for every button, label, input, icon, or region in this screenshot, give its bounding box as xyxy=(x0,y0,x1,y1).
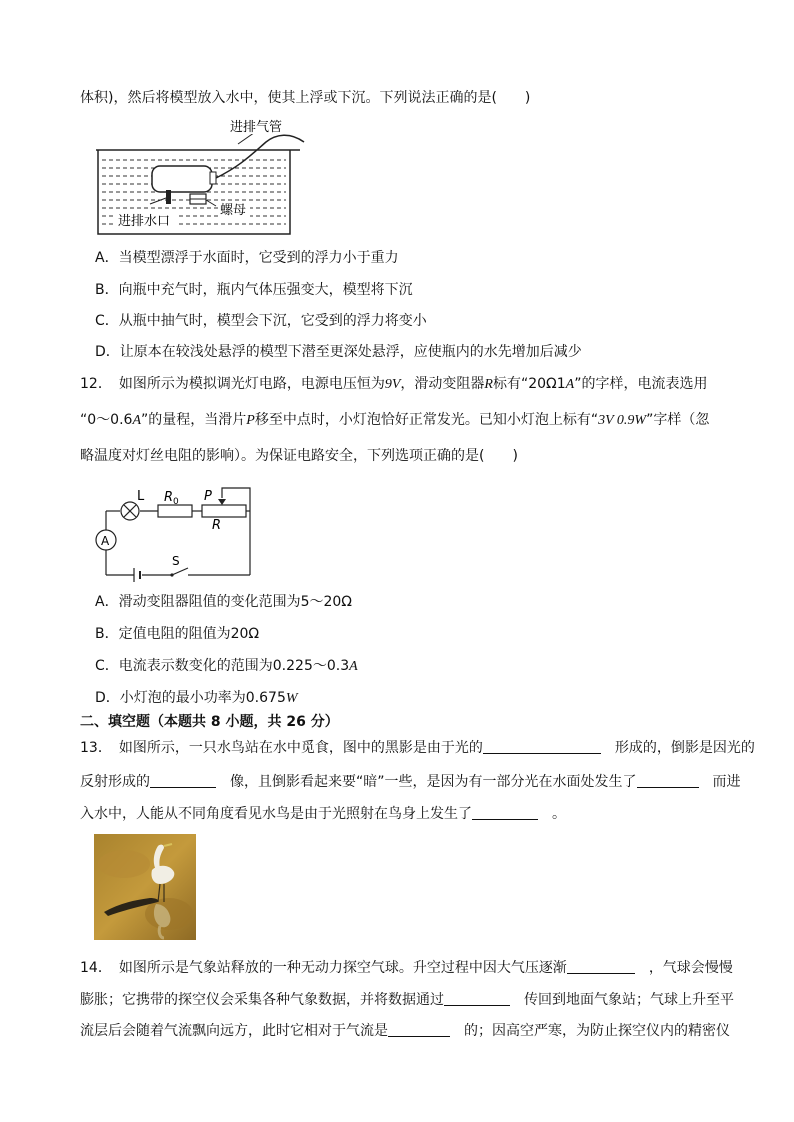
label-water-inlet: 进排水口 xyxy=(118,214,171,229)
q11-stem-tail: 体积)，然后将模型放入水中，使其上浮或下沉。下列说法正确的是( ) xyxy=(80,90,531,106)
q13-blank-4[interactable] xyxy=(472,805,538,820)
q13-blank-3[interactable] xyxy=(637,773,699,788)
q14-line2: 膨胀；它携带的探空仪会采集各种气象数据，并将数据通过 传回到地面气象站；气球上升至平 xyxy=(80,992,734,1008)
label-nut: 螺母 xyxy=(220,203,247,218)
q12-stem-line3: 略温度对灯丝电阻的影响）。为保证电路安全，下列选项正确的是( ) xyxy=(80,448,518,464)
q14-blank-1[interactable] xyxy=(567,959,635,974)
label-R0-sub: 0 xyxy=(173,497,179,507)
q11-option-b[interactable]: B．向瓶中充气时，瓶内气体压强变大，模型将下沉 xyxy=(95,282,413,298)
label-L: L xyxy=(137,489,145,504)
q13-line1: 13． 如图所示，一只水鸟站在水中觅食，图中的黑影是由于光的 形成的，倒影是因光的 xyxy=(80,740,755,756)
q12-circuit-figure xyxy=(94,484,264,584)
label-R0: R xyxy=(164,490,174,505)
q13-bird-photo xyxy=(94,834,196,940)
q11-submarine-figure xyxy=(90,116,320,240)
section-heading-fill-in: 二、填空题（本题共 8 小题，共 26 分） xyxy=(80,714,339,730)
q13-blank-2[interactable] xyxy=(150,773,216,788)
q14-line1: 14． 如图所示是气象站释放的一种无动力探空气球。升空过程中因大气压逐渐 ，气球会慢慢 xyxy=(80,960,733,976)
q12-option-a[interactable]: A．滑动变阻器阻值的变化范围为5～20Ω xyxy=(95,594,352,610)
q11-option-d[interactable]: D．让原本在较浅处悬浮的模型下潜至更深处悬浮，应使瓶内的水先增加后减少 xyxy=(95,344,582,360)
q13-blank-1[interactable] xyxy=(483,739,601,754)
q14-line3: 流层后会随着气流飘向远方，此时它相对于气流是 的；因高空严寒，为防止探空仪内的精密仪 xyxy=(80,1023,730,1039)
q12-option-c[interactable]: C．电流表示数变化的范围为0.225～0.3A xyxy=(95,658,358,674)
label-air-pipe: 进排气管 xyxy=(230,120,283,135)
q12-option-d[interactable]: D．小灯泡的最小功率为0.675W xyxy=(95,690,298,706)
q12-option-b[interactable]: B．定值电阻的阻值为20Ω xyxy=(95,626,260,642)
air-pipe xyxy=(216,135,304,178)
q13-line3: 入水中，人能从不同角度看见水鸟是由于光照射在鸟身上发生了 。 xyxy=(80,806,566,822)
label-R: R xyxy=(212,518,222,533)
water-inlet xyxy=(166,190,171,204)
bottle-shape xyxy=(152,166,212,192)
q11-option-c[interactable]: C．从瓶中抽气时，模型会下沉，它受到的浮力将变小 xyxy=(95,313,427,329)
q14-blank-2[interactable] xyxy=(444,991,510,1006)
q13-line2: 反射形成的 像，且倒影看起来要“暗”一些，是因为有一部分光在水面处发生了 而进 xyxy=(80,774,741,790)
label-A: A xyxy=(101,534,110,548)
q12-stem-line1: 12． 如图所示为模拟调光灯电路，电源电压恒为9V，滑动变阻器R标有“20Ω1A”的字样，电流表选用 xyxy=(80,376,708,392)
q11-option-a[interactable]: A．当模型漂浮于水面时，它受到的浮力小于重力 xyxy=(95,250,399,266)
label-S: S xyxy=(172,554,180,568)
q14-blank-3[interactable] xyxy=(388,1022,450,1037)
q12-stem-line2: “0～0.6A”的量程，当滑片P移至中点时，小灯泡恰好正常发光。已知小灯泡上标有“3V 0.9W”字样（忽 xyxy=(80,412,710,428)
label-P: P xyxy=(204,489,212,504)
